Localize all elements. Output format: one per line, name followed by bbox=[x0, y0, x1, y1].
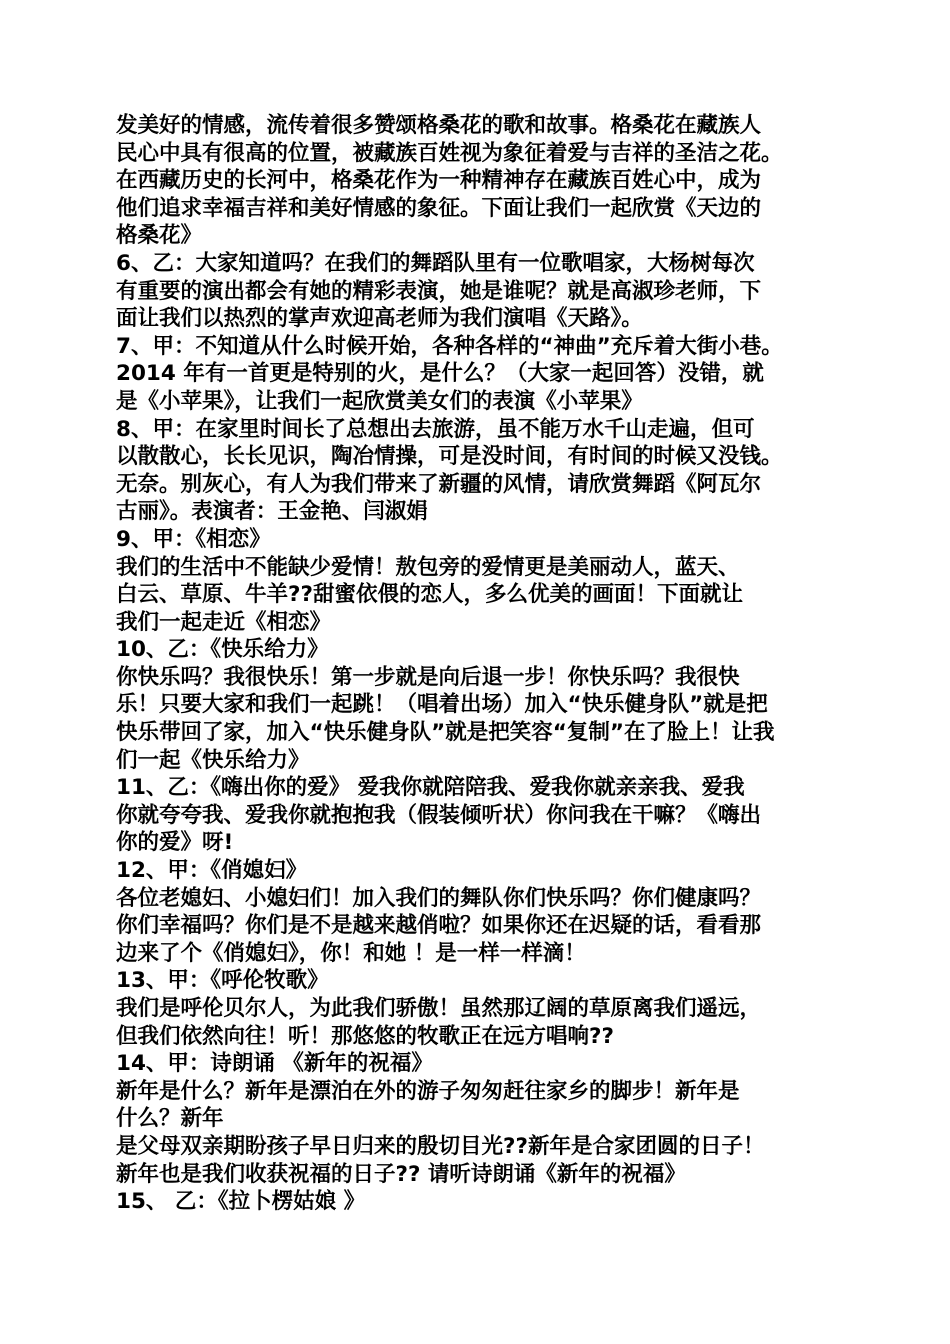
text-line: 我们的生活中不能缺少爱情！敖包旁的爱情更是美丽动人，蓝天、 bbox=[116, 554, 740, 580]
text-line: 2014 年有一首更是特别的火，是什么？（大家一起回答）没错，就 bbox=[116, 361, 764, 387]
text-line: 14、甲：诗朗诵 《新年的祝福》 bbox=[116, 1051, 433, 1077]
text-line: 快乐带回了家，加入“快乐健身队”就是把笑容“复制”在了脸上！让我 bbox=[116, 720, 775, 746]
text-line: 他们追求幸福吉祥和美好情感的象征。下面让我们一起欣赏《天边的 bbox=[116, 195, 762, 221]
text-line: 9、甲：《相恋》 bbox=[116, 526, 271, 552]
text-line: 8、甲：在家里时间长了总想出去旅游，虽不能万水千山走遍，但可 bbox=[116, 416, 755, 442]
text-line: 15、 乙：《拉卜楞姑娘 》 bbox=[116, 1189, 366, 1215]
text-line: 新年是什么？新年是漂泊在外的游子匆匆赶往家乡的脚步！新年是 bbox=[116, 1078, 740, 1104]
text-line: 你们幸福吗？你们是不是越来越俏啦？如果你还在迟疑的话，看看那 bbox=[116, 913, 762, 939]
text-line: 白云、草原、牛羊??甜蜜依偎的恋人，多么优美的画面！下面就让 bbox=[116, 582, 743, 608]
text-line: 们一起《快乐给力》 bbox=[116, 747, 310, 773]
text-line: 发美好的情感，流传着很多赞颂格桑花的歌和故事。格桑花在藏族人 bbox=[116, 113, 762, 138]
text-line: 是《小苹果》，让我们一起欣赏美女们的表演《小苹果》 bbox=[116, 388, 643, 414]
text-line: 我们一起走近《相恋》 bbox=[116, 609, 332, 635]
text-line: 是父母双亲期盼孩子早日归来的殷切目光??新年是合家团圆的日子！ bbox=[116, 1133, 765, 1159]
text-line: 格桑花》 bbox=[116, 223, 203, 249]
text-line: 新年也是我们收获祝福的日子?? 请听诗朗诵《新年的祝福》 bbox=[116, 1161, 686, 1187]
text-line: 边来了个《俏媳妇》，你！和她 ！是一样一样滴！ bbox=[116, 940, 586, 966]
text-line: 各位老媳妇、小媳妇们！加入我们的舞队你们快乐吗？你们健康吗？ bbox=[116, 885, 762, 911]
text-line: 你的爱》呀! bbox=[116, 830, 234, 856]
text-line: 民心中具有很高的位置，被藏族百姓视为象征着爱与吉祥的圣洁之花。 bbox=[116, 140, 783, 166]
text-line: 你快乐吗？我很快乐！第一步就是向后退一步！你快乐吗？我很快 bbox=[116, 664, 740, 690]
text-line: 我们是呼伦贝尔人，为此我们骄傲！虽然那辽阔的草原离我们遥远， bbox=[116, 996, 762, 1021]
text-line: 古丽》。表演者：王金艳、闫淑娟 bbox=[116, 499, 428, 525]
text-line: 12、甲：《俏媳妇》 bbox=[116, 858, 308, 884]
document-body bbox=[116, 112, 846, 1216]
text-line: 7、甲：不知道从什么时候开始，各种各样的“神曲”充斥着大街小巷。 bbox=[116, 333, 783, 359]
text-line: 以散散心，长长见识，陶冶情操，可是没时间，有时间的时候又没钱。 bbox=[116, 444, 783, 470]
text-line: 无奈。别灰心，有人为我们带来了新疆的风情，请欣赏舞蹈《阿瓦尔 bbox=[116, 471, 762, 497]
text-line: 11、乙：《嗨出你的爱》 爱我你就陪陪我、爱我你就亲亲我、爱我 bbox=[116, 775, 745, 801]
text-line: 但我们依然向往！听！那悠悠的牧歌正在远方唱响?? bbox=[116, 1023, 614, 1049]
text-line: 乐！只要大家和我们一起跳！（唱着出场）加入“快乐健身队”就是把 bbox=[116, 692, 768, 718]
text-line: 你就夸夸我、爱我你就抱抱我（假装倾听状）你问我在干嘛？《嗨出 bbox=[116, 802, 762, 828]
text-line: 6、乙：大家知道吗？在我们的舞蹈队里有一位歌唱家，大杨树每次 bbox=[116, 250, 755, 276]
text-line: 在西藏历史的长河中，格桑花作为一种精神存在藏族百姓心中，成为 bbox=[116, 168, 762, 194]
text-line: 面让我们以热烈的掌声欢迎高老师为我们演唱《天路》。 bbox=[116, 306, 643, 332]
text-line: 有重要的演出都会有她的精彩表演，她是谁呢？就是高淑珍老师，下 bbox=[116, 278, 762, 304]
text-line: 什么？新年 bbox=[116, 1106, 224, 1132]
text-line: 13、甲：《呼伦牧歌》 bbox=[116, 968, 329, 994]
text-line: 10、乙：《快乐给力》 bbox=[116, 637, 329, 663]
